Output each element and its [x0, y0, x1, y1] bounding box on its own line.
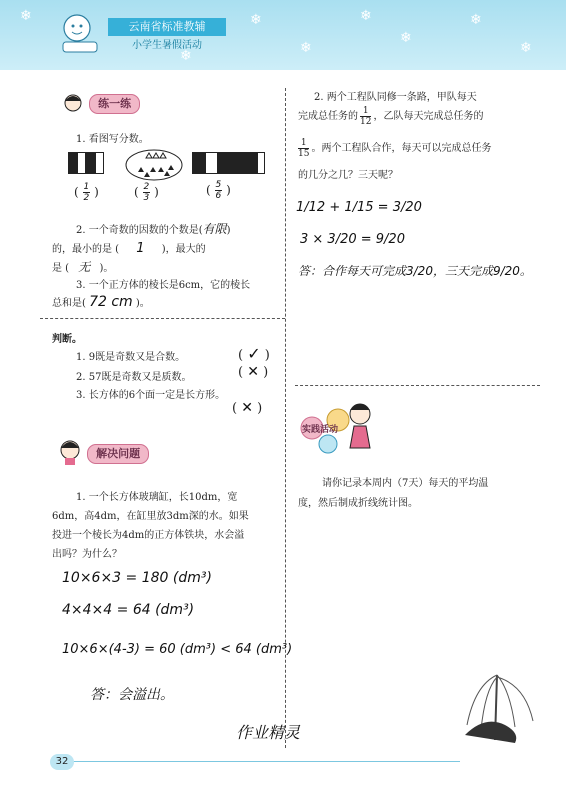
right-work-2: 3 × 3/20 = 9/20 — [300, 232, 405, 247]
section-divider — [295, 385, 540, 386]
snowflake-icon: ❄ — [20, 8, 32, 24]
answer-fraction-2: ( $\frac{2}{3}$ ) — [134, 182, 159, 203]
handwritten-signature: 作业精灵 — [236, 723, 301, 742]
mascot-icon — [55, 10, 105, 55]
activity-text: 请你记录本周内（7天）每天的平均温 度，然后制成折线统计图。 — [298, 478, 489, 509]
snowflake-icon: ❄ — [180, 48, 192, 64]
badge-label: 练一练 — [89, 94, 140, 114]
question-1: 1. 看图写分数。 — [76, 134, 149, 145]
figure-triangles — [124, 148, 184, 182]
work-line-3: 10×6×(4-3) = 60 (dm³) < 64 (dm³) — [62, 642, 293, 657]
right-question-2: 2. 两个工程队同修一条路，甲队每天 — [314, 92, 477, 103]
judge-item-2: 2. 57既是奇数又是质数。 — [76, 372, 192, 383]
footer-rule — [70, 761, 460, 762]
page-header — [0, 0, 566, 70]
series-title-line2: 小学生暑假活动 — [132, 40, 202, 51]
answer-fraction-3: ( $\frac{5}{6}$ ) — [206, 180, 231, 201]
snowflake-icon: ❄ — [300, 40, 312, 56]
section-badge-practice — [62, 92, 140, 114]
judge-mark-3: ( ✕ ) — [232, 400, 263, 416]
right-question-2-line2: 完成总任务的 $\frac{1}{12}$ ，乙队每天完成总任务的 — [298, 106, 484, 127]
figure-halves — [68, 152, 104, 174]
snowflake-icon: ❄ — [360, 8, 372, 24]
page-number: 32 — [50, 754, 74, 770]
judge-item-1: 1. 9既是奇数又是合数。 — [76, 352, 186, 363]
judge-title: 判断。 — [52, 334, 82, 345]
badge-label: 实践活动 — [302, 425, 339, 435]
snowflake-icon: ❄ — [470, 12, 482, 28]
section-divider — [40, 318, 285, 319]
problem-1: 1. 一个长方体玻璃缸，长10dm，宽 6dm，高4dm，在缸里放3dm深的水。如果 投进一个棱长为4dm的正方体铁块，水会溢 出吗？为什么？ — [52, 492, 249, 560]
series-title — [108, 18, 226, 54]
question-3-line1: 3. 一个正方体的棱长是6cm，它的棱长 — [76, 280, 251, 291]
answer-fraction-1: ( $\frac{1}{2}$ ) — [74, 182, 99, 203]
girl-avatar-icon — [62, 93, 84, 113]
snowflake-icon: ❄ — [520, 40, 532, 56]
right-work-answer: 答：合作每天可完成3/20，三天完成9/20。 — [298, 264, 532, 278]
snowflake-icon: ❄ — [250, 12, 262, 28]
badge-label: 解决问题 — [87, 444, 149, 464]
work-line-1: 10×6×3 = 180 (dm³) — [62, 570, 212, 586]
right-question-2-line3: $\frac{1}{15}$ 。两个工程队合作，每天可以完成总任务 — [298, 138, 492, 159]
page-footer — [0, 723, 566, 778]
right-question-2-line4: 的几分之几？三天呢？ — [298, 170, 398, 181]
work-answer: 答：会溢出。 — [90, 687, 174, 703]
girl-avatar-icon — [58, 438, 82, 466]
judge-item-3: 3. 长方体的6个面一定是长方形。 — [76, 390, 226, 401]
work-line-2: 4×4×4 = 64 (dm³) — [62, 602, 195, 618]
question-3-line2: 总和是( 72 cm )。 — [52, 294, 150, 310]
question-2-line3: 是 ( 无 )。 — [52, 260, 114, 274]
right-work-1: 1/12 + 1/15 = 3/20 — [296, 200, 422, 215]
snowflake-icon: ❄ — [400, 30, 412, 46]
judge-mark-2: ( ✕ ) — [238, 364, 269, 380]
question-2-line2: 的，最小的是 ( 1 )，最大的 — [52, 241, 206, 256]
question-2-line1: 2. 一个奇数的因数的个数是(有限) — [76, 222, 231, 236]
judge-mark-1: ( ✓ ) — [238, 344, 270, 363]
section-badge-activity — [298, 398, 382, 458]
series-title-line1: 云南省标准教辅 — [108, 18, 226, 36]
section-badge-solve — [58, 438, 149, 466]
figure-sixths — [192, 152, 265, 174]
willow-illustration-icon — [455, 655, 540, 745]
